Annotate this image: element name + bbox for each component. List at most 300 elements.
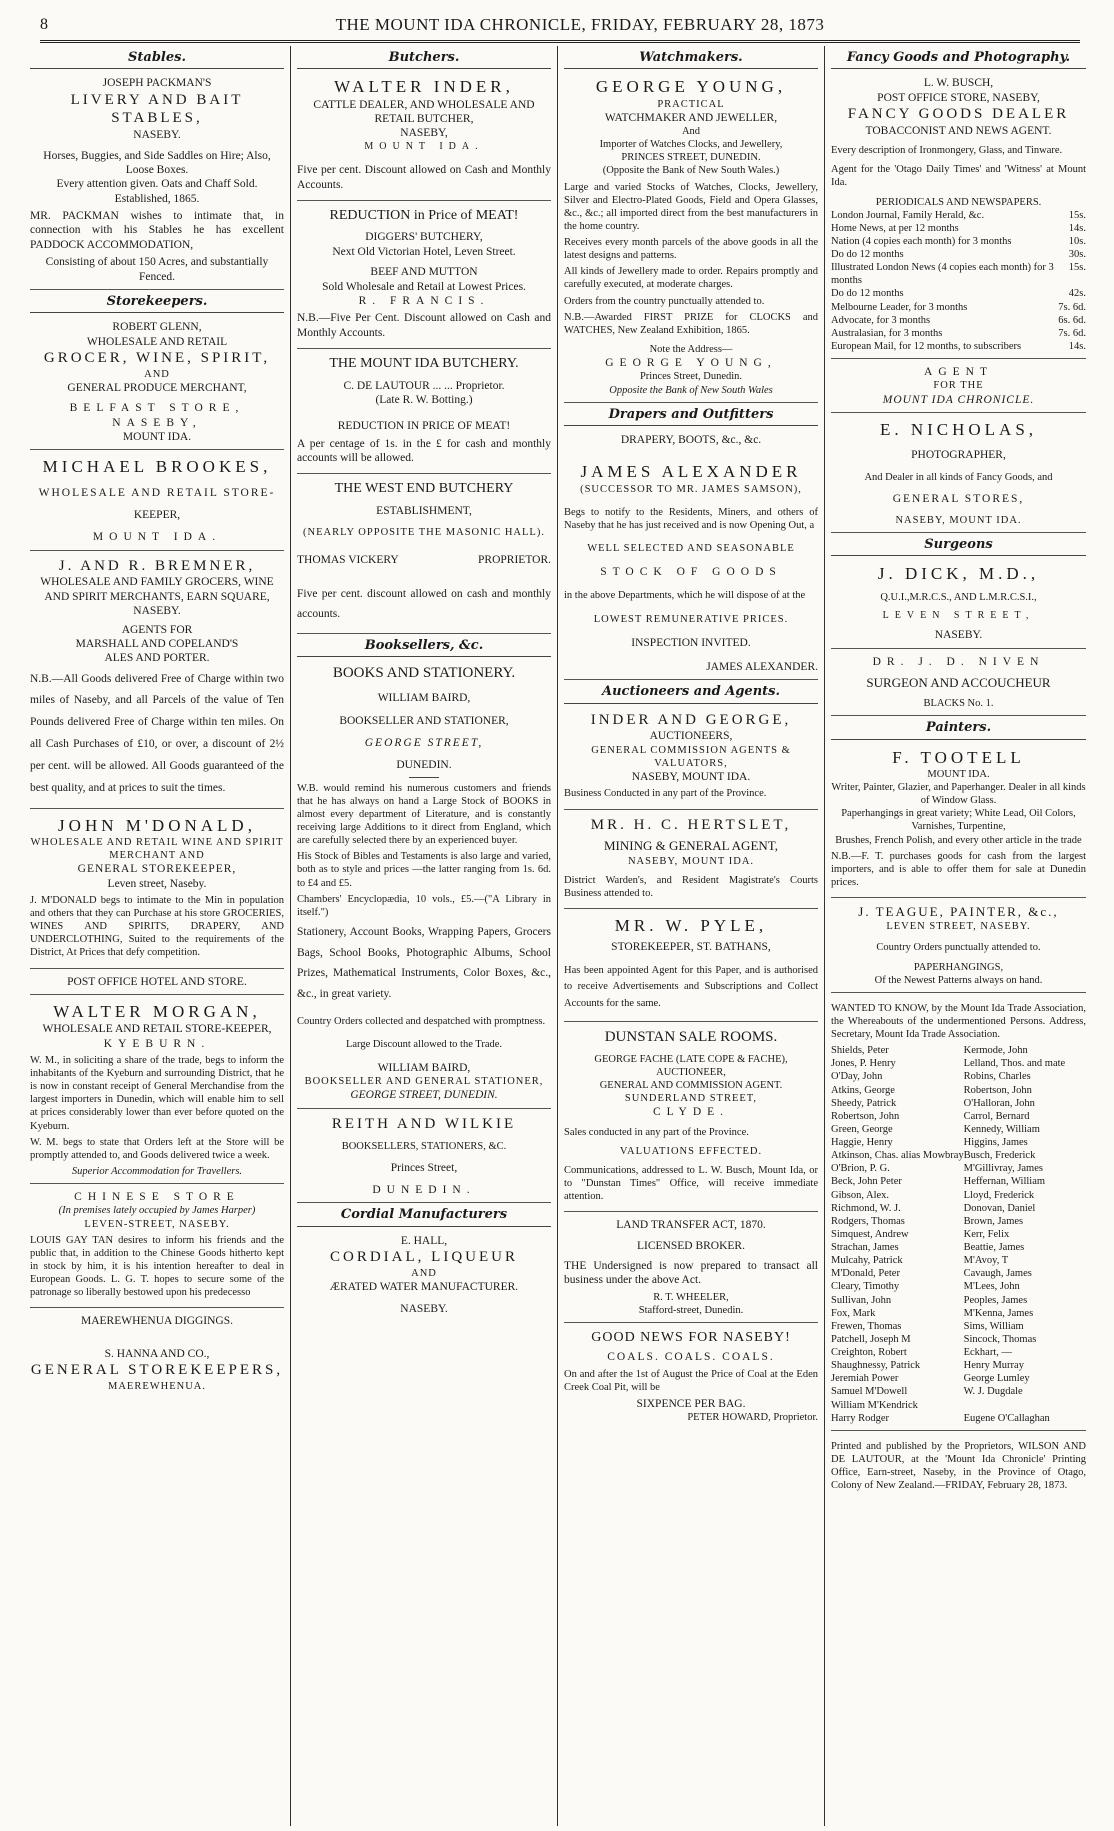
ad-line: S. HANNA AND CO., xyxy=(104,1347,210,1360)
ad-headline: GOOD NEWS FOR NASEBY! xyxy=(591,1329,791,1345)
ad-nicholas xyxy=(831,415,1086,533)
section-heading: Surgeons xyxy=(831,537,1086,556)
ad-line: TOBACCONIST AND NEWS AGENT. xyxy=(865,124,1052,137)
ad-line: MAEREWHENUA. xyxy=(107,1380,207,1392)
ad-baird xyxy=(297,660,551,1108)
ad-line: Sold Wholesale and Retail at Lowest Prices. xyxy=(322,280,526,293)
ad-text: W. M. begs to state that Orders left at the Store will be promptly attended to, and Goods delivered twice a week. xyxy=(30,1136,284,1161)
ad-line: PHOTOGRAPHER, xyxy=(911,449,1006,462)
wanted-name: Shields, Peter xyxy=(831,1045,889,1057)
ad-dunstan-sale-rooms xyxy=(564,1024,818,1212)
price-row xyxy=(831,301,1086,314)
ad-line: KYEBURN. xyxy=(103,1037,211,1050)
price-row xyxy=(831,261,1086,287)
wanted-name: Lloyd, Frederick xyxy=(963,1189,1035,1201)
ad-headline: INDER AND GEORGE, xyxy=(590,711,792,728)
wanted-name: Atkinson, Chas. alias Mowbray xyxy=(831,1150,964,1162)
section-heading: Storekeepers. xyxy=(30,294,284,313)
ad-headline: WALTER MORGAN, xyxy=(53,1001,261,1021)
ad-line: BLACKS No. 1. xyxy=(923,698,994,710)
ad-line: WHOLESALE AND RETAIL STORE-KEEPER, xyxy=(42,1023,272,1036)
price-row xyxy=(831,235,1086,248)
wanted-name: Creighton, Robert xyxy=(831,1347,907,1358)
ad-text: His Stock of Bibles and Testaments is also large and varied, both as to style and prices —the latter ranging from 1s. 6d. to £4 and £5. xyxy=(297,851,551,889)
wanted-name: Sincock, Thomas xyxy=(963,1333,1037,1345)
price-row xyxy=(831,327,1086,340)
ad-line: PRACTICAL xyxy=(657,98,725,110)
ad-line: BOOKSELLERS, STATIONERS, &C. xyxy=(341,1140,507,1152)
ad-text: Orders from the country punctually attended to. xyxy=(564,295,765,307)
ad-text: Writer, Painter, Glazier, and Paperhanger. Dealer in all kinds of Window Glass. xyxy=(831,782,1086,807)
ad-line: COALS. COALS. COALS. xyxy=(607,1351,775,1364)
ad-text: LOUIS GAY TAN desires to inform his friends and the public that, in addition to the Chinese Goods hitherto kept in stock by him, it is his intention hereafter to deal in European Goods. L. G. T. hopes to secure some of the patronage so liberally bestowed upon his predecesso xyxy=(30,1234,284,1299)
wanted-name: Strachan, James xyxy=(831,1242,899,1253)
ad-line: FOR THE xyxy=(933,380,984,392)
ad-west-end-butchery xyxy=(297,476,551,634)
wanted-name: Patchell, Joseph M xyxy=(831,1333,911,1345)
ad-young xyxy=(564,72,818,402)
ad-line: Next Old Victorian Hotel, Leven Street. xyxy=(332,245,516,258)
ad-line: NASEBY, MOUNT IDA. xyxy=(627,855,755,867)
ad-text: N.B.—Awarded FIRST PRIZE for CLOCKS and WATCHES, New Zealand Exhibition, 1865. xyxy=(564,311,818,336)
proprietor-label: PROPRIETOR. xyxy=(478,554,551,567)
wanted-name xyxy=(964,1399,1023,1412)
ad-mount-ida-butchery xyxy=(297,351,551,474)
ad-text: Five per cent. Discount allowed on Cash and Monthly Accounts. xyxy=(297,164,551,191)
ad-teague xyxy=(831,900,1086,993)
ad-line: DUNEDIN. xyxy=(372,1184,476,1196)
price-value: 7s. 6d. xyxy=(1058,301,1086,313)
ad-headline: THE MOUNT IDA BUTCHERY. xyxy=(329,356,519,371)
wanted-name: Jeremiah Power xyxy=(831,1373,899,1385)
wanted-name: Higgins, James xyxy=(963,1137,1028,1148)
ad-headline: GROCER, WINE, SPIRIT, xyxy=(43,349,271,366)
ad-text: Horses, Buggies, and Side Saddles on Hire; Also, Loose Boxes. xyxy=(43,149,271,176)
ad-text: N.B.—F. T. purchases goods for cash from the largest importers, and is able to offer them for sale at Dunedin prices. xyxy=(831,850,1086,888)
ad-line: BOOKSELLER AND STATIONER, xyxy=(339,714,509,727)
wanted-name: Sullivan, John xyxy=(831,1294,892,1306)
ad-text: Sales conducted in any part of the Province. xyxy=(564,1126,749,1138)
price-value: 14s. xyxy=(1068,222,1086,234)
wanted-name: Jones, P. Henry xyxy=(831,1058,896,1070)
masthead-rule xyxy=(40,40,1080,43)
ad-line: (NEARLY OPPOSITE THE MASONIC HALL). xyxy=(303,527,545,539)
ad-text: Superior Accommodation for Travellers. xyxy=(71,1165,243,1177)
price-value: 15s. xyxy=(1068,209,1086,221)
ad-text: THE Undersigned is now prepared to transact all business under the above Act. xyxy=(564,1259,818,1287)
ad-line: DRAPERY, BOOTS, &c., &c. xyxy=(620,433,762,446)
price-row xyxy=(831,314,1086,327)
price-value: 14s. xyxy=(1068,340,1086,352)
wanted-name: George Lumley xyxy=(963,1373,1030,1385)
price-row xyxy=(831,222,1086,235)
ad-line: BELFAST STORE, NASEBY, xyxy=(69,402,245,429)
ad-text: Business Conducted in any part of the Province. xyxy=(564,788,767,800)
ad-hall xyxy=(297,1230,551,1322)
ad-line: DUNEDIN. xyxy=(396,759,452,772)
price-item: Australasian, for 3 months xyxy=(831,327,943,339)
ad-text: Every description of Ironmongery, Glass, and Tinware. xyxy=(831,145,1063,157)
ad-line: MOUNT IDA CHRONICLE. xyxy=(882,393,1035,406)
ad-tootell xyxy=(831,743,1086,898)
ad-line: Importer of Watches Clocks, and Jewellery, xyxy=(599,139,783,151)
ad-line: KEEPER, xyxy=(133,508,181,521)
ad-headline: MR. W. PYLE, xyxy=(614,915,768,935)
ad-line: CATTLE DEALER, AND WHOLESALE AND RETAIL BUTCHER, xyxy=(313,98,535,125)
ad-line: AND xyxy=(144,368,170,380)
ad-text: On and after the 1st of August the Price of Coal at the Eden Creek Coal Pit, will be xyxy=(564,1368,818,1393)
wanted-name: Beattie, James xyxy=(963,1242,1025,1253)
ad-line: GEORGE STREET, DUNEDIN. xyxy=(350,1089,498,1102)
ad-line: MOUNT IDA. xyxy=(122,430,192,443)
ad-line: MOUNT IDA. xyxy=(364,140,484,152)
ad-text: Receives every month parcels of the above goods in all the latest designs and patterns. xyxy=(564,237,818,262)
ad-line: MARSHALL AND COPELAND'S xyxy=(75,637,239,650)
ad-line: NASEBY, xyxy=(400,127,448,140)
ad-headline: WALTER INDER, xyxy=(334,77,514,97)
section-heading: Drapers and Outfitters xyxy=(564,407,818,426)
ad-line: ESTABLISHMENT, xyxy=(376,504,472,517)
imprint xyxy=(831,1433,1086,1501)
proprietor-name: THOMAS VICKERY xyxy=(297,554,399,567)
ad-headline: GENERAL STOREKEEPERS, xyxy=(30,1362,284,1379)
wanted-name: Samuel M'Dowell xyxy=(831,1386,908,1398)
wanted-name: Robins, Charles xyxy=(963,1071,1031,1083)
ad-line: MOUNT IDA. xyxy=(92,531,222,544)
ad-headline: CHINESE STORE xyxy=(74,1191,240,1204)
ad-line: MAEREWHENUA DIGGINGS. xyxy=(80,1315,234,1328)
column-1 xyxy=(24,46,291,1826)
ad-line: POST OFFICE STORE, NASEBY, xyxy=(877,91,1040,104)
ad-line: Leven street, Naseby. xyxy=(107,877,207,890)
ad-line: WHOLESALE AND RETAIL WINE AND SPIRIT MERCHANT AND xyxy=(30,836,284,862)
price-row xyxy=(831,209,1086,222)
wanted-name: William M'Kendrick xyxy=(831,1399,918,1411)
ad-line: WELL SELECTED AND SEASONABLE xyxy=(587,542,795,554)
ad-line: GEORGE STREET, xyxy=(364,736,484,749)
ad-line: ALES AND PORTER. xyxy=(104,652,210,665)
ad-headline: JAMES ALEXANDER xyxy=(580,462,802,482)
ad-land-transfer xyxy=(564,1214,818,1323)
column-3 xyxy=(558,46,825,1826)
ad-line: PRINCES STREET, DUNEDIN. xyxy=(621,152,761,164)
ad-line: GEORGE FACHE (LATE COPE & FACHE), xyxy=(594,1053,788,1065)
wanted-name: Kennedy, William xyxy=(963,1123,1040,1135)
ad-agent xyxy=(831,361,1086,413)
price-row xyxy=(831,287,1086,300)
wanted-name: Peoples, James xyxy=(963,1294,1028,1306)
ad-line: Of the Newest Patterns always on hand. xyxy=(874,974,1043,986)
ad-line: NASEBY, MOUNT IDA. xyxy=(895,515,1022,526)
ad-reith-wilkie xyxy=(297,1111,551,1204)
ad-good-news xyxy=(564,1325,818,1430)
ad-text: W.B. would remind his numerous customers and friends that he has always on hand a Large Stock of BOOKS in almost every department of Literature, and is constantly receiving large Additions to it direct from England, which are carefully selected there by an experienced buyer. xyxy=(297,782,551,847)
ad-headline: DUNSTAN SALE ROOMS. xyxy=(604,1028,778,1045)
ad-line: STOREKEEPER, ST. BATHANS, xyxy=(611,941,771,954)
ad-text: Has been appointed Agent for this Paper, and is authorised to receive Advertisements and Subscriptions and Collect Accounts for the same. xyxy=(564,964,818,1010)
price-value: 42s. xyxy=(1068,288,1086,300)
section-heading: Stables. xyxy=(30,50,284,69)
ad-line: LAND TRANSFER ACT, 1870. xyxy=(616,1219,766,1232)
ad-text: J. M'DONALD begs to intimate to the Min in population and others that they can Purchase at his store GROCERIES, WINES AND SPIRITS, DRAPERY, AND UNDERCLOTHING, Suited to the requirements of the District, At Prices that defy competition. xyxy=(30,894,284,959)
ad-line: AND xyxy=(411,1267,437,1279)
wanted-name: Kerr, Felix xyxy=(963,1228,1010,1240)
wanted-name: O'Halloran, John xyxy=(963,1097,1035,1109)
ad-headline: J. TEAGUE, PAINTER, &c., xyxy=(858,904,1059,919)
ad-line: NASEBY. xyxy=(133,129,181,142)
wanted-name: Rodgers, Thomas xyxy=(831,1215,905,1227)
wanted-name: Robertson, John xyxy=(831,1110,900,1122)
ad-headline: GEORGE YOUNG, xyxy=(595,77,787,97)
ad-morgan xyxy=(30,997,284,1184)
ad-text: W. M., in soliciting a share of the trade, begs to inform the inhabitants of the Kyeburn and surrounding District, that he is now in constant receipt of General Merchandise from the largest importers in Dunedin, which will enable him to sell at prices considerably lower than ever before quoted on the Kyeburn. xyxy=(30,1054,284,1132)
wanted-name: Heffernan, William xyxy=(963,1176,1046,1188)
ad-line: GENERAL COMMISSION AGENTS & VALUATORS, xyxy=(591,744,791,769)
price-item: Nation (4 copies each month) for 3 months xyxy=(831,235,1012,247)
ad-line: AGENTS FOR xyxy=(121,623,193,636)
wanted-name: Busch, Frederick xyxy=(963,1150,1036,1162)
ad-bremner xyxy=(30,553,284,809)
price-item: Do do 12 months xyxy=(831,288,904,300)
ad-line: L. W. BUSCH, xyxy=(923,77,994,90)
ad-line: GENERAL STOREKEEPER, xyxy=(77,863,237,876)
ad-dick xyxy=(831,559,1086,648)
page-number: 8 xyxy=(40,16,49,33)
ad-headline: J. DICK, M.D., xyxy=(877,564,1040,584)
ad-line: LICENSED BROKER. xyxy=(637,1239,745,1252)
ad-headline: CORDIAL, LIQUEUR xyxy=(330,1249,518,1265)
wanted-name: Shaughnessy, Patrick xyxy=(831,1360,921,1372)
price-item: European Mail, for 12 months, to subscribers xyxy=(831,340,1022,352)
ad-alexander xyxy=(564,429,818,681)
ad-line: LEVEN STREET, xyxy=(882,609,1035,621)
ad-line: AGENT xyxy=(924,366,993,378)
names-column-right xyxy=(964,1044,1086,1425)
wanted-name: Kermode, John xyxy=(963,1045,1028,1057)
ad-headline: FANCY GOODS DEALER xyxy=(847,106,1070,122)
ad-text: Large and varied Stocks of Watches, Clocks, Jewellery, Silver and Electro-Plated Goods, Field and Opera Glasses, &c., &c.; all imported direct from the best manufacturers in the home country. xyxy=(564,181,818,232)
ad-text: Chambers' Encyclopædia, 10 vols., £5.—("A Library in itself.") xyxy=(297,893,551,918)
ad-text: Brushes, French Polish, and every other article in the trade xyxy=(835,834,1082,846)
ad-text: A per centage of 1s. in the £ for cash and monthly accounts will be allowed. xyxy=(297,437,551,464)
ad-line: JAMES ALEXANDER. xyxy=(706,661,818,673)
ad-line: ÆRATED WATER MANUFACTURER. xyxy=(329,1280,519,1293)
ad-text: MR. PACKMAN wishes to intimate that, in connection with his Stables he has excellent PADDOCK ACCOMMODATION, xyxy=(30,210,284,251)
ad-line: VALUATIONS EFFECTED. xyxy=(619,1145,763,1157)
ad-headline: REITH AND WILKIE xyxy=(331,1115,517,1132)
wanted-name: Richmond, W. J. xyxy=(831,1202,901,1214)
imprint-text: Printed and published by the Proprietors, WILSON AND DE LAUTOUR, at the 'Mount Ida Chronicle' Printing Office, Earn-street, Naseby, in the Province of Otago, Colony of New Zealand.—FRIDAY, February 28, 1873. xyxy=(831,1440,1086,1492)
ad-line: PAPERHANGINGS, xyxy=(913,961,1004,973)
wanted-name: M'Lees, John xyxy=(963,1281,1020,1293)
price-list xyxy=(831,209,1086,353)
ad-line: NASEBY. xyxy=(934,629,983,642)
ad-text: in the above Departments, which he will dispose of at the xyxy=(564,590,806,602)
price-item: London Journal, Family Herald, &c. xyxy=(831,209,985,221)
ad-line: Princes Street, xyxy=(390,1161,458,1174)
ad-line: GENERAL STORES, xyxy=(892,492,1025,505)
ad-line: CLYDE. xyxy=(652,1106,730,1119)
wanted-name: Harry Rodger xyxy=(831,1412,890,1424)
ad-text: Consisting of about 150 Acres, and substantially Fenced. xyxy=(45,256,269,283)
ad-text: Five per cent. discount allowed on cash and monthly accounts. xyxy=(297,587,551,621)
ad-line: PETER HOWARD, Proprietor. xyxy=(687,1412,818,1424)
wanted-name: Eugene O'Callaghan xyxy=(963,1412,1050,1424)
ad-line: Q.U.I.,M.R.C.S., AND L.M.R.C.S.I., xyxy=(880,591,1037,603)
ad-line: GEORGE YOUNG, xyxy=(605,357,777,369)
ad-line: (SUCCESSOR TO MR. JAMES SAMSON), xyxy=(580,483,802,495)
ad-mdonald xyxy=(30,811,284,969)
ad-text: District Warden's, and Resident Magistrate's Courts Business attended to. xyxy=(564,874,818,899)
wanted-name: Brown, James xyxy=(963,1215,1024,1227)
ad-hertslet xyxy=(564,812,818,909)
ad-line: (Opposite the Bank of New South Wales.) xyxy=(602,165,780,177)
section-heading: Auctioneers and Agents. xyxy=(564,684,818,703)
ad-text: N.B.—All Goods delivered Free of Charge within two miles of Naseby, and all Parcels of the value of Ten Pounds delivered Free of Charge within ten miles. On all Cash Purchases of £10, or over, a discount of 2½ per cent. will be allowed. All Goods guaranteed of the best quality, and at prices to suit the times. xyxy=(30,672,284,794)
ad-packman xyxy=(30,72,284,290)
wanted-name: M'Kenna, James xyxy=(963,1307,1034,1319)
ad-line: LEVEN-STREET, NASEBY. xyxy=(84,1218,230,1230)
wanted-name: M'Gillivray, James xyxy=(963,1163,1043,1175)
divider xyxy=(409,777,439,778)
wanted-name: O'Brion, P. G. xyxy=(831,1163,890,1175)
ad-line: LOWEST REMUNERATIVE PRICES. xyxy=(593,613,789,625)
ad-headline: LIVERY AND BAIT STABLES, xyxy=(70,91,244,127)
wanted-name: W. J. Dugdale xyxy=(963,1386,1023,1398)
price-item: Advocate, for 3 months xyxy=(831,314,931,326)
wanted-name: Frewen, Thomas xyxy=(831,1320,902,1332)
ad-line: MINING & GENERAL AGENT, xyxy=(603,838,779,854)
wanted-names xyxy=(831,1044,1086,1425)
ad-inder-george xyxy=(564,707,818,810)
ad-wanted xyxy=(831,995,1086,1431)
columns xyxy=(24,46,1094,1826)
ad-line: SIXPENCE PER BAG. xyxy=(636,1398,746,1411)
ad-line: DR. J. D. NIVEN xyxy=(872,655,1045,668)
price-item: Home News, at per 12 months xyxy=(831,222,959,234)
ad-line: Opposite the Bank of New South Wales xyxy=(609,384,773,396)
wanted-name: Mulcahy, Patrick xyxy=(831,1255,903,1267)
ad-headline: THE WEST END BUTCHERY xyxy=(334,481,514,497)
ad-text: WANTED TO KNOW, by the Mount Ida Trade Association, the Whereabouts of the undermentioned Persons. Address, Secretary, Mount Ida Trade Association. xyxy=(831,1002,1086,1040)
section-heading: Cordial Manufacturers xyxy=(297,1207,551,1226)
ad-line: AUCTIONEER, xyxy=(656,1066,726,1078)
ad-text: Every attention given. Oats and Chaff Sold. Established, 1865. xyxy=(56,178,258,205)
ad-headline: F. TOOTELL xyxy=(892,747,1025,767)
section-heading: Butchers. xyxy=(297,50,551,69)
ad-headline: REDUCTION in Price of MEAT! xyxy=(329,207,519,223)
ad-headline: POST OFFICE HOTEL AND STORE. xyxy=(67,975,247,988)
wanted-name: M'Avoy, T xyxy=(963,1255,1009,1267)
masthead xyxy=(40,10,1080,40)
wanted-name: Simquest, Andrew xyxy=(831,1228,909,1240)
ad-text: Begs to notify to the Residents, Miners, and others of Naseby that he has just received and is now Opening Out, a xyxy=(564,506,818,531)
ad-text: Stationery, Account Books, Wrapping Papers, Grocers Bags, School Books, Photographic Albums, School Prizes, Mathematical Instruments, Color Boxes, &c., &c., in great variety. xyxy=(297,925,551,1000)
price-item: Do do 12 months xyxy=(831,249,904,260)
ad-line: NASEBY. xyxy=(400,1303,448,1316)
wanted-name: Haggie, Henry xyxy=(831,1137,893,1148)
price-value: 15s. xyxy=(1068,262,1086,274)
ad-line: WHOLESALE AND RETAIL STORE- xyxy=(38,486,276,499)
ad-line: MOUNT IDA. xyxy=(927,768,990,780)
ad-line: (Late R. W. Botting.) xyxy=(375,393,473,406)
price-value: 7s. 6d. xyxy=(1058,327,1086,339)
ad-hanna xyxy=(30,1310,284,1398)
ad-brookes xyxy=(30,452,284,550)
ad-line: STOCK OF GOODS xyxy=(600,566,782,578)
ad-line: And xyxy=(681,126,701,137)
ad-headline: JOHN M'DONALD, xyxy=(58,815,256,835)
ad-line: WATCHMAKER AND JEWELLER, xyxy=(604,111,778,124)
ad-line: C. DE LAUTOUR ... ... Proprietor. xyxy=(343,379,505,392)
ad-text: All kinds of Jewellery made to order. Repairs promptly and carefully executed, at moderate charges. xyxy=(564,266,818,291)
ad-headline: J. AND R. BREMNER, xyxy=(58,557,256,574)
ad-headline: E. NICHOLAS, xyxy=(879,419,1038,439)
ad-headline: MICHAEL BROOKES, xyxy=(42,457,272,477)
ad-line: NASEBY, MOUNT IDA. xyxy=(631,771,751,783)
wanted-name: Sheedy, Patrick xyxy=(831,1097,897,1109)
wanted-name: M'Donald, Peter xyxy=(831,1268,900,1280)
column-4 xyxy=(825,46,1092,1826)
ad-text: Agent for the 'Otago Daily Times' and 'Witness' at Mount Ida. xyxy=(831,164,1086,189)
ad-text: Paperhangings in great variety; White Lead, Oil Colors, Varnishes, Turpentine, xyxy=(841,808,1076,833)
ad-line: E. HALL, xyxy=(400,1234,448,1247)
ad-line: GENERAL AND COMMISSION AGENT. xyxy=(599,1079,783,1091)
ad-line: WILLIAM BAIRD, xyxy=(377,1061,471,1074)
ad-line: Note the Address— xyxy=(649,343,733,355)
wanted-name: Eckhart, — xyxy=(963,1347,1013,1358)
ad-line: REDUCTION IN PRICE OF MEAT! xyxy=(337,420,511,433)
ad-line: SUNDERLAND STREET, xyxy=(624,1093,758,1105)
ad-line: JOSEPH PACKMAN'S xyxy=(102,77,212,90)
price-row xyxy=(831,248,1086,261)
ad-line: AUCTIONEERS, xyxy=(649,730,733,743)
ad-inder xyxy=(297,72,551,201)
ad-line: Stafford-street, Dunedin. xyxy=(638,1304,744,1316)
wanted-name: O'Day, John xyxy=(831,1071,883,1083)
ad-text: Communications, addressed to L. W. Busch, Mount Ida, or to "Dunstan Times" Office, will receive immediate attention. xyxy=(564,1164,818,1203)
ad-text: Country Orders collected and despatched with promptness. xyxy=(297,1015,546,1027)
ad-headline: MR. H. C. HERTSLET, xyxy=(590,816,792,833)
ad-line: Country Orders punctually attended to. xyxy=(876,942,1041,954)
ad-busch xyxy=(831,72,1086,359)
wanted-name: Fox, Mark xyxy=(831,1307,876,1319)
wanted-name: Atkins, George xyxy=(831,1084,895,1096)
ad-line: PERIODICALS AND NEWSPAPERS. xyxy=(875,196,1042,208)
wanted-name: Robertson, John xyxy=(963,1084,1032,1096)
ad-headline: BOOKS AND STATIONERY. xyxy=(332,665,516,682)
ad-text: WHOLESALE AND FAMILY GROCERS, WINE AND SPIRIT MERCHANTS, EARN SQUARE, NASEBY. xyxy=(40,576,274,618)
ad-po-hotel xyxy=(30,971,284,995)
ad-line: WHOLESALE AND RETAIL xyxy=(86,335,228,348)
section-heading: Booksellers, &c. xyxy=(297,638,551,657)
ad-glenn xyxy=(30,316,284,450)
price-item: Melbourne Leader, for 3 months xyxy=(831,301,968,313)
section-heading: Fancy Goods and Photography. xyxy=(831,50,1086,69)
price-value: 6s. 6d. xyxy=(1058,314,1086,326)
wanted-name: Green, George xyxy=(831,1123,893,1135)
ad-line: WILLIAM BAIRD, xyxy=(377,692,471,705)
ad-chinese-store xyxy=(30,1186,284,1308)
wanted-name: Cavaugh, James xyxy=(963,1268,1032,1280)
section-heading: Painters. xyxy=(831,720,1086,739)
ad-line: BOOKSELLER AND GENERAL STATIONER, xyxy=(304,1076,544,1088)
price-value: 30s. xyxy=(1068,249,1086,260)
ad-niven xyxy=(831,651,1086,717)
ad-line: BEEF AND MUTTON xyxy=(370,266,478,279)
ad-line: R. FRANCIS. xyxy=(358,294,490,307)
ad-diggers-butchery xyxy=(297,203,551,349)
